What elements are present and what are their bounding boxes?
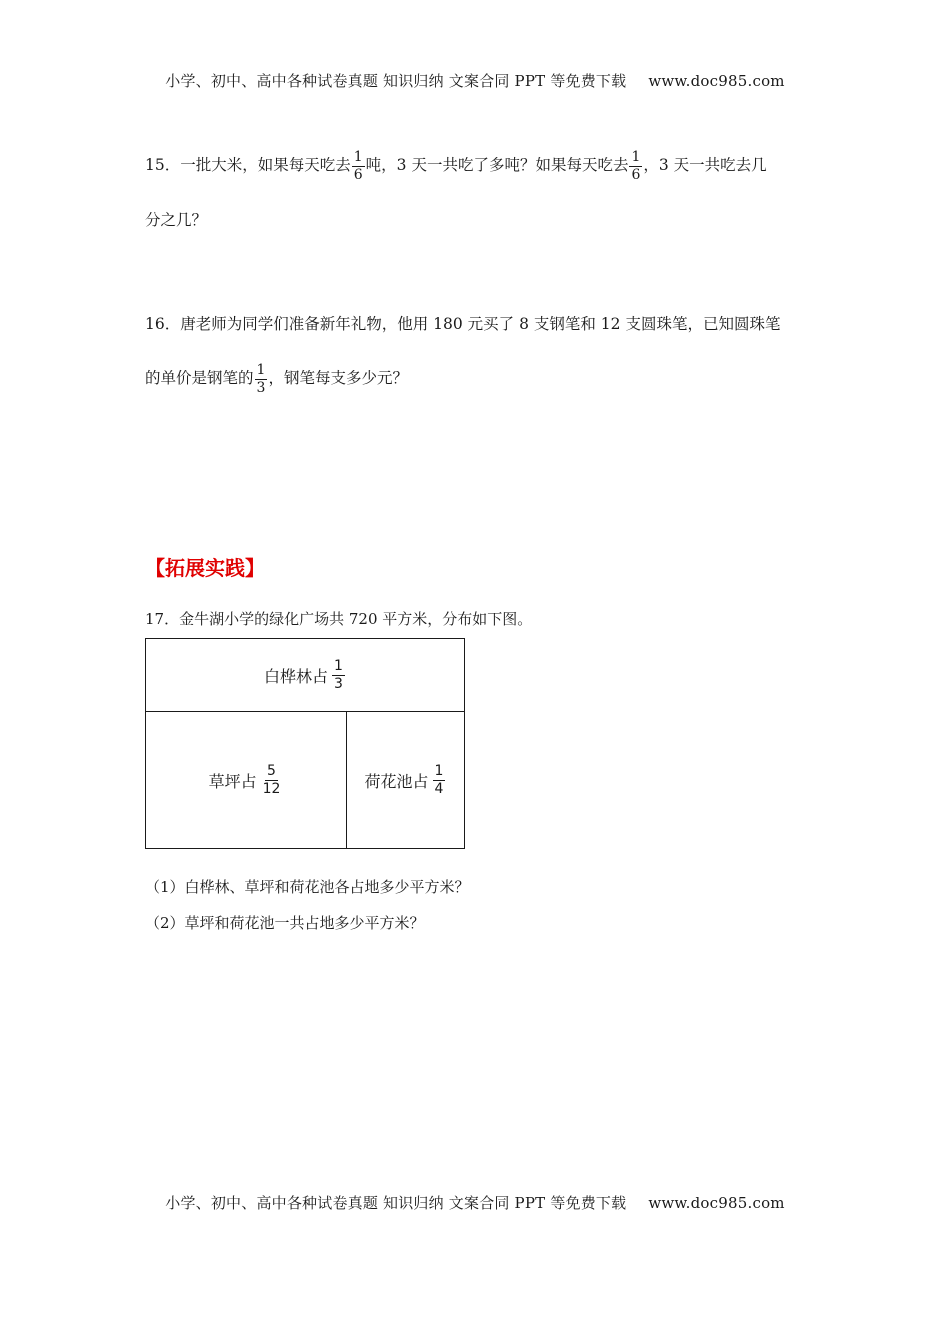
question-17-sub2: （2）草坪和荷花池一共占地多少平方米？: [145, 914, 425, 932]
footer-text: 小学、初中、高中各种试卷真题 知识归纳 文案合同 PPT 等免费下载: [165, 1194, 627, 1212]
lotus-pond-label: 荷花池占: [364, 771, 429, 791]
header-text: 小学、初中、高中各种试卷真题 知识归纳 文案合同 PPT 等免费下载: [165, 72, 627, 90]
fraction-numerator: 1: [434, 762, 444, 779]
header-site-link[interactable]: www.doc985.com: [648, 72, 785, 90]
fraction-denominator: 3: [256, 379, 266, 396]
section-title: 【拓展实践】: [145, 556, 265, 580]
q16-fraction: [255, 363, 268, 395]
area-distribution-diagram: [145, 638, 465, 849]
fraction-denominator: 12: [262, 780, 281, 797]
q15-text-b: 吨，3 天一共吃了多吨？如果每天吃去: [365, 156, 629, 175]
fraction-numerator: 1: [353, 149, 363, 165]
question-16-line2: [145, 363, 408, 395]
lawn-region: [146, 712, 347, 848]
question-15-line1: [145, 150, 767, 182]
birch-forest-region: [146, 639, 464, 712]
fraction-numerator: 1: [334, 657, 343, 674]
q15-text-a: 15．一批大米，如果每天吃去: [145, 156, 351, 175]
question-15-line2: 分之几？: [145, 211, 208, 229]
q15-text-c: ，3 天一共吃去几: [643, 156, 767, 175]
fraction-denominator: 3: [334, 675, 343, 692]
fraction-denominator: 4: [434, 780, 444, 797]
lawn-fraction: [261, 764, 283, 796]
page-header: [0, 70, 950, 91]
q16-text-b: ，钢笔每支多少元？: [268, 369, 408, 388]
q16-text-a: 的单价是钢笔的: [145, 369, 254, 388]
fraction-numerator: 1: [256, 362, 266, 378]
question-16-line1: 16．唐老师为同学们准备新年礼物，他用 180 元买了 8 支钢笔和 12 支圆珠笔，已知圆珠笔: [145, 315, 781, 333]
fraction-denominator: 6: [631, 166, 641, 183]
lotus-pond-region: [347, 712, 464, 848]
question-17-sub1: （1）白桦林、草坪和荷花池各占地多少平方米？: [145, 878, 470, 896]
birch-forest-fraction: [332, 659, 345, 691]
page-footer: [0, 1192, 950, 1213]
fraction-denominator: 6: [353, 166, 363, 183]
question-17-intro: 17．金牛湖小学的绿化广场共 720 平方米，分布如下图。: [145, 610, 533, 628]
lawn-label: 草坪占: [208, 771, 257, 791]
lotus-pond-fraction: [433, 764, 446, 796]
fraction-numerator: 5: [267, 762, 276, 779]
footer-site-link[interactable]: www.doc985.com: [648, 1194, 785, 1212]
q15-fraction-1: [352, 150, 365, 182]
q15-fraction-2: [629, 150, 642, 182]
birch-forest-label: 白桦林占: [264, 666, 329, 686]
fraction-numerator: 1: [631, 149, 641, 165]
